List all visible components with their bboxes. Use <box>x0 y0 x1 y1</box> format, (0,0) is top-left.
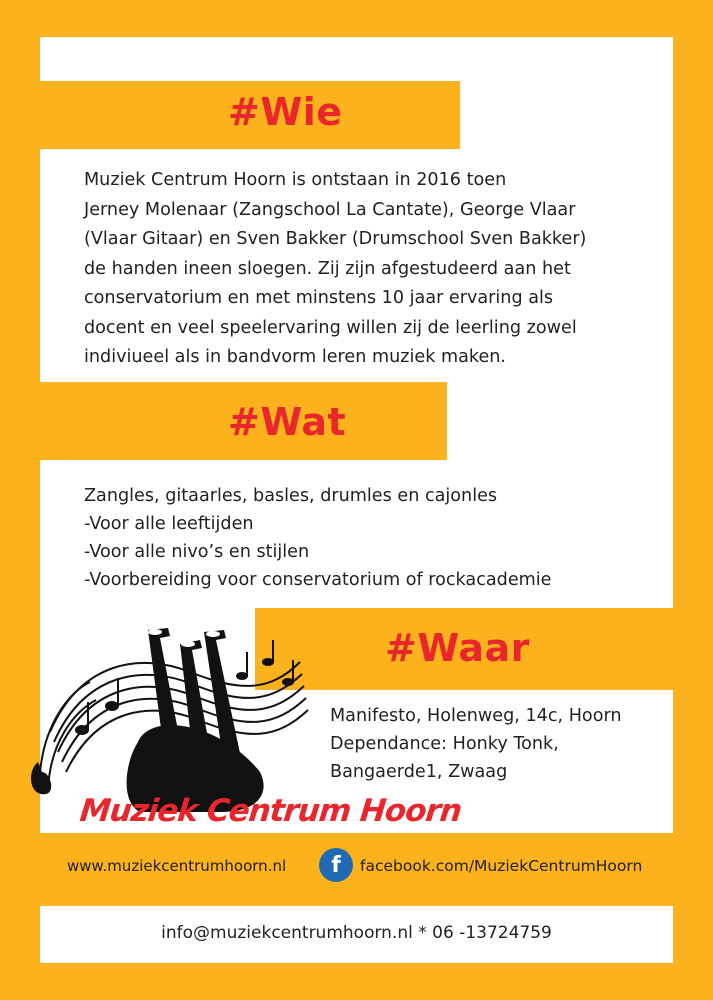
waar-heading: #Waar <box>385 626 530 670</box>
wat-line: -Voor alle leeftijden <box>84 514 254 534</box>
website-link[interactable]: www.muziekcentrumhoorn.nl <box>67 857 287 875</box>
wie-text <box>84 166 586 373</box>
facebook-icon[interactable]: f <box>319 848 353 882</box>
contact-info: info@muziekcentrumhoorn.nl * 06 -13724759 <box>161 923 552 943</box>
waar-text <box>330 702 622 786</box>
facebook-link[interactable]: facebook.com/MuziekCentrumHoorn <box>360 857 643 875</box>
wie-line: de handen ineen sloegen. Zij zijn afgestudeerd aan het <box>84 258 571 279</box>
wat-heading: #Wat <box>228 400 347 444</box>
waar-line: Bangaerde1, Zwaag <box>330 762 508 782</box>
wie-line: docent en veel speelervaring willen zij de leerling zowel <box>84 317 577 338</box>
logo-text: Muziek Centrum Hoorn <box>78 793 463 829</box>
wie-heading: #Wie <box>228 90 343 134</box>
waar-line: Manifesto, Holenweg, 14c, Hoorn <box>330 706 622 726</box>
wat-line: -Voorbereiding voor conservatorium of rockacademie <box>84 570 552 590</box>
wie-line: conservatorium en met minstens 10 jaar ervaring als <box>84 288 554 308</box>
wie-line: Jerney Molenaar (Zangschool La Cantate), George Vlaar <box>84 199 576 220</box>
wat-text <box>84 482 552 594</box>
wie-line: Muziek Centrum Hoorn is ontstaan in 2016 toen <box>84 170 507 190</box>
wie-line: indiviueel als in bandvorm leren muziek maken. <box>84 347 507 367</box>
wat-line: Zangles, gitaarles, basles, drumles en cajonles <box>84 486 498 506</box>
wie-line: (Vlaar Gitaar) en Sven Bakker (Drumschool Sven Bakker) <box>84 229 587 249</box>
contact-bar <box>40 906 673 963</box>
wat-line: -Voor alle nivo’s en stijlen <box>84 542 310 562</box>
waar-line: Dependance: Honky Tonk, <box>330 734 559 754</box>
